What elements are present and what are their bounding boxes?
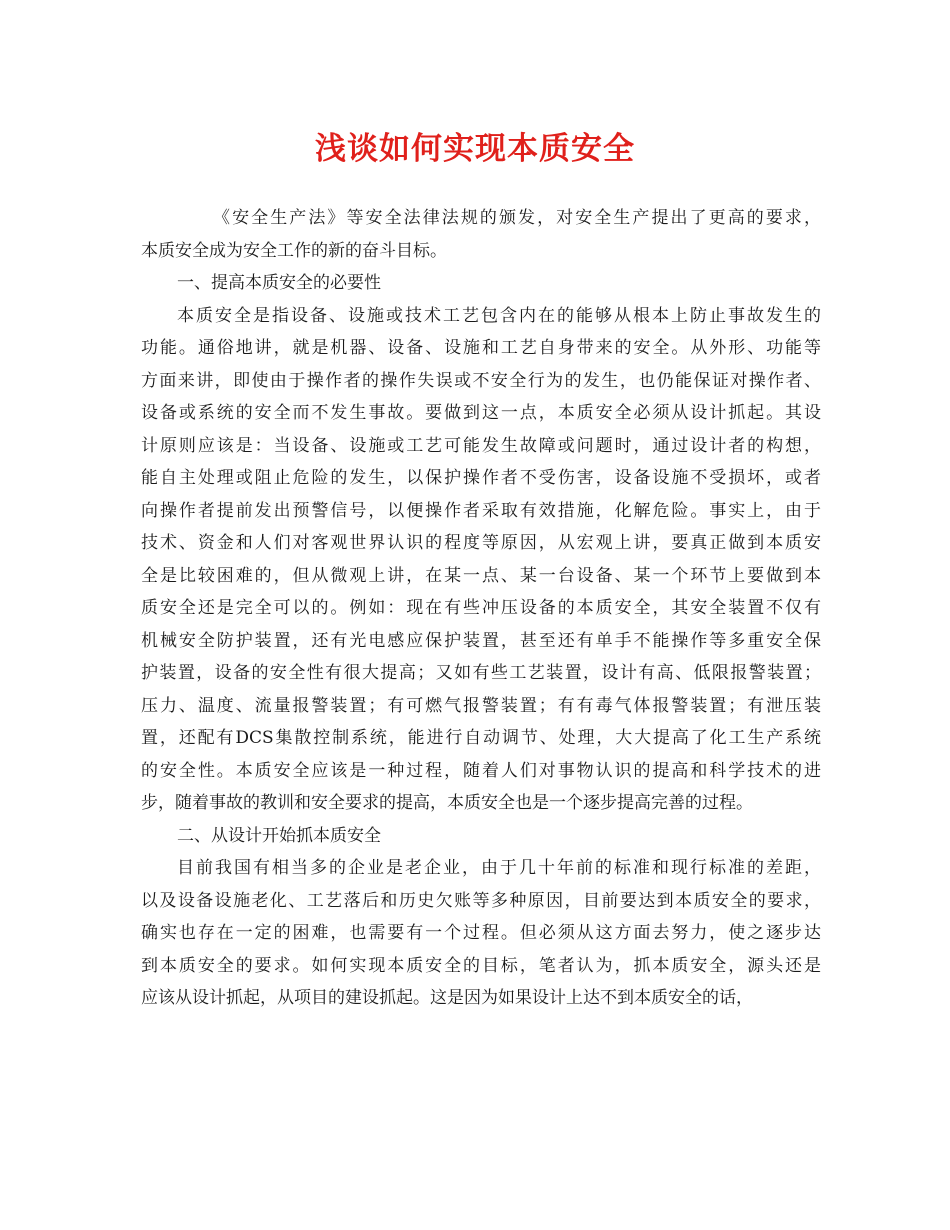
- paragraph-line: 的安全性。本质安全应该是一种过程，随着人们对事物认识的提高和科学技术的进: [141, 760, 821, 781]
- paragraph-line: 到本质安全的要求。如何实现本质安全的目标，笔者认为，抓本质安全，源头还是: [141, 955, 821, 976]
- paragraph-line: 机械安全防护装置，还有光电感应保护装置，甚至还有单手不能操作等多重安全保: [141, 630, 821, 651]
- paragraph-line: 全是比较困难的，但从微观上讲，在某一点、某一台设备、某一个环节上要做到本: [141, 565, 821, 586]
- paragraph-line: 设备或系统的安全而不发生事故。要做到这一点，本质安全必须从设计抓起。其设: [141, 403, 821, 423]
- paragraph-line: 本质安全成为安全工作的新的奋斗目标。: [141, 240, 447, 261]
- paragraph-line: 确实也存在一定的困难，也需要有一个过程。但必须从这方面去努力，使之逐步达: [141, 923, 821, 943]
- paragraph-line: 护装置，设备的安全性有很大提高；又如有些工艺装置，设计有高、低限报警装置；: [141, 663, 821, 683]
- paragraph-line: 置，还配有DCS集散控制系统，能进行自动调节、处理，大大提高了化工生产系统: [141, 728, 821, 748]
- section-heading: 二、从设计开始抓本质安全: [177, 825, 381, 846]
- paragraph-line: 功能。通俗地讲，就是机器、设备、设施和工艺自身带来的安全。从外形、功能等: [141, 338, 821, 358]
- paragraph-line: 向操作者提前发出预警信号，以便操作者采取有效措施，化解危险。事实上，由于: [141, 500, 821, 521]
- paragraph-line: 本质安全是指设备、设施或技术工艺包含内在的能够从根本上防止事故发生的: [177, 305, 821, 326]
- paragraph-line: 目前我国有相当多的企业是老企业，由于几十年前的标准和现行标准的差距，: [177, 858, 821, 878]
- paragraph-line: 应该从设计抓起，从项目的建设抓起。这是因为如果设计上达不到本质安全的话，: [141, 988, 753, 1008]
- paragraph-line: 《安全生产法》等安全法律法规的颁发，对安全生产提出了更高的要求，: [213, 208, 821, 228]
- paragraph-line: 质安全还是完全可以的。例如：现在有些冲压设备的本质安全，其安全装置不仅有: [141, 598, 821, 618]
- document-body: [141, 202, 821, 1015]
- paragraph-line: 计原则应该是：当设备、设施或工艺可能发生故障或问题时，通过设计者的构想，: [141, 435, 821, 456]
- paragraph-line: 以及设备设施老化、工艺落后和历史欠账等多种原因，目前要达到本质安全的要求，: [141, 890, 821, 911]
- paragraph-line: 方面来讲，即使由于操作者的操作失误或不安全行为的发生，也仍能保证对操作者、: [141, 370, 821, 391]
- document-title: 浅谈如何实现本质安全: [315, 131, 635, 167]
- section-heading: 一、提高本质安全的必要性: [177, 273, 381, 293]
- paragraph-line: 压力、温度、流量报警装置；有可燃气报警装置；有有毒气体报警装置；有泄压装: [141, 695, 821, 716]
- paragraph-line: 技术、资金和人们对客观世界认识的程度等原因，从宏观上讲，要真正做到本质安: [141, 533, 821, 553]
- paragraph-line: 能自主处理或阻止危险的发生，以保护操作者不受伤害，设备设施不受损坏，或者: [141, 468, 821, 488]
- paragraph-line: 步，随着事故的教训和安全要求的提高，本质安全也是一个逐步提高完善的过程。: [141, 793, 753, 813]
